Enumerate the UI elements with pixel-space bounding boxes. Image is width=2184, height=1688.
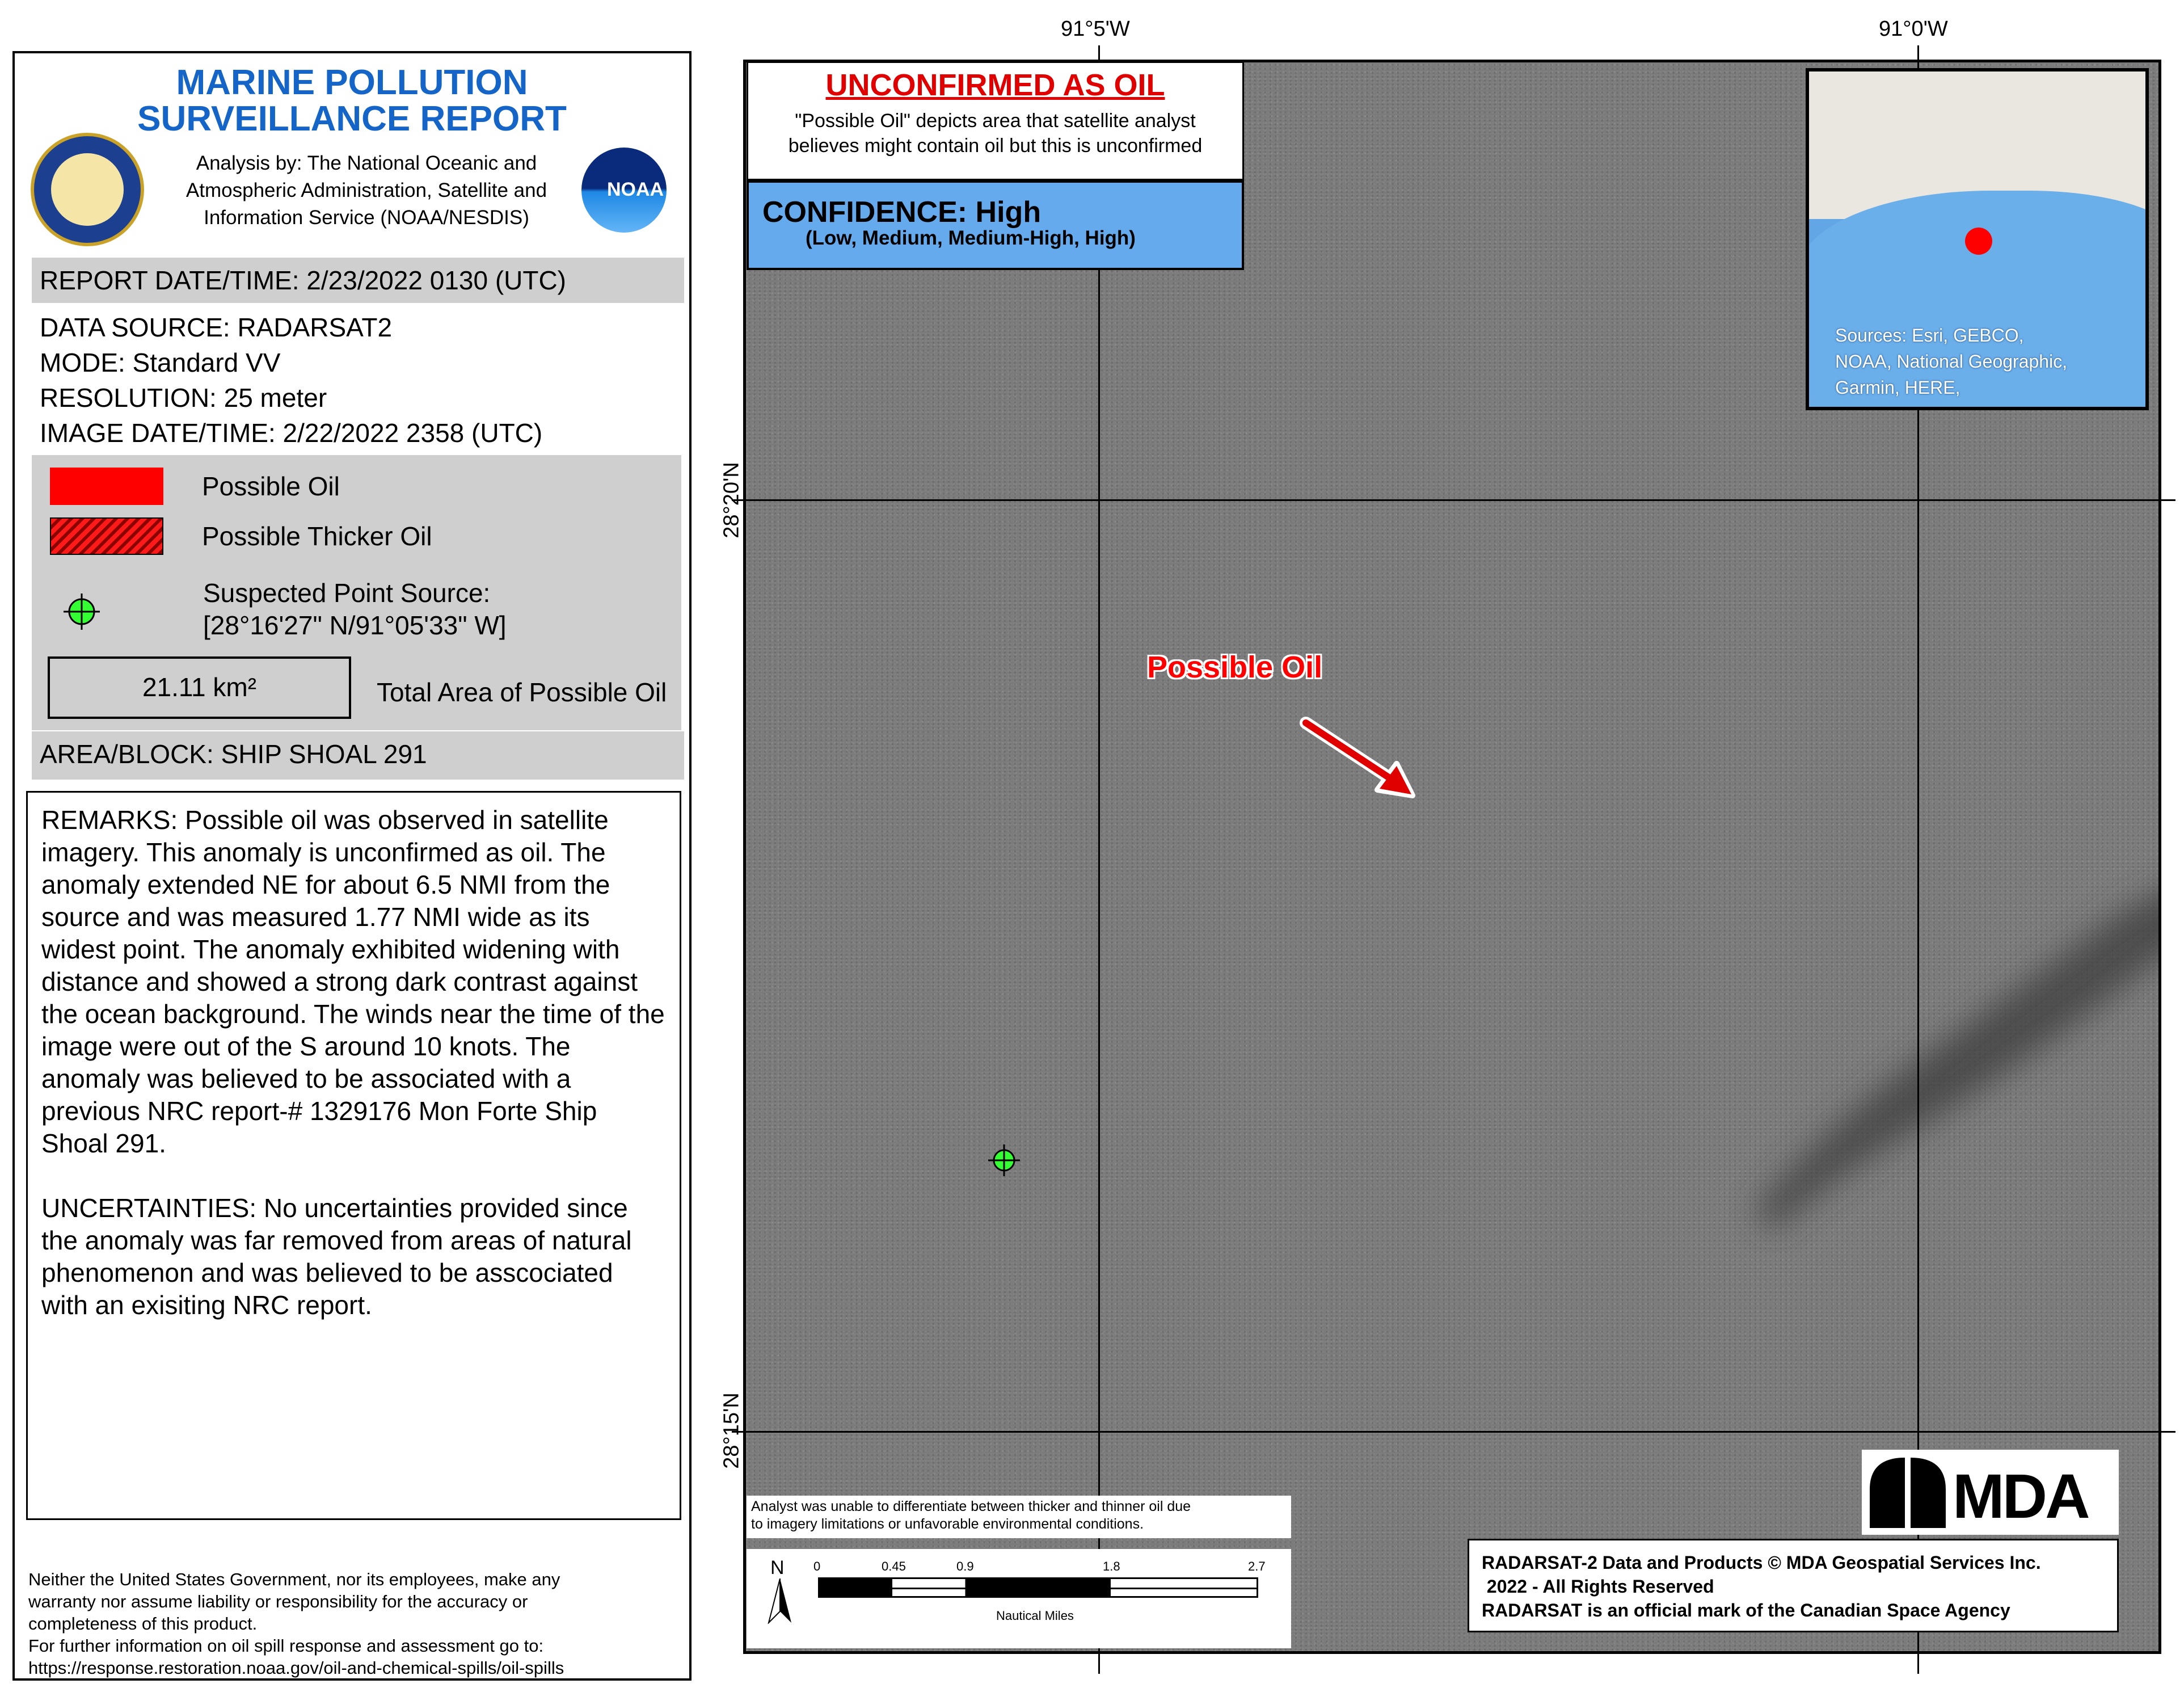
possible-thicker-oil-swatch	[50, 517, 163, 555]
scale-tick-label: 0.45	[882, 1559, 906, 1573]
mode: MODE: Standard VV	[40, 348, 281, 377]
analysis-credit	[157, 150, 576, 231]
latitude-label: 28°15'N	[719, 1392, 744, 1469]
legend	[32, 455, 681, 730]
north-label: N	[770, 1557, 785, 1578]
scale-bar-midline	[820, 1588, 1257, 1589]
latitude-label: 28°20'N	[719, 462, 744, 538]
disclaimer-line: completeness of this product.	[28, 1614, 258, 1634]
noaa-logo-icon	[568, 134, 681, 247]
copyright-line: 2022 - All Rights Reserved	[1482, 1576, 1714, 1597]
inset-sources	[1835, 322, 2067, 401]
longitude-label: 91°5'W	[1061, 17, 1130, 41]
analyst-note-line: to imagery limitations or unfavorable environmental conditions.	[751, 1516, 1144, 1532]
parallel-28-20n	[732, 499, 2175, 501]
inset-sources-line: NOAA, National Geographic,	[1835, 351, 2068, 372]
mda-logo	[1862, 1450, 2119, 1535]
unconfirmed-description	[748, 108, 1242, 158]
point-source-marker-icon	[987, 1143, 1021, 1177]
parallel-28-15n	[732, 1431, 2175, 1433]
disclaimer	[28, 1568, 681, 1679]
report-title-line2: SURVEILLANCE REPORT	[137, 99, 567, 138]
annotation-arrow-icon	[1299, 715, 1424, 806]
data-copyright	[1468, 1539, 2119, 1632]
analysis-line: Analysis by: The National Oceanic and	[196, 152, 537, 174]
legend-point-source-coords: [28°16'27" N/91°05'33" W]	[203, 611, 507, 640]
confidence-scale: (Low, Medium, Medium-High, High)	[806, 227, 1136, 249]
unconfirmed-desc-line: "Possible Oil" depicts area that satellite analyst	[795, 110, 1196, 132]
scale-tick-labels	[813, 1559, 1267, 1576]
report-title	[15, 65, 689, 137]
report-title-line1: MARINE POLLUTION	[176, 63, 528, 102]
analysis-line: Information Service (NOAA/NESDIS)	[204, 207, 529, 229]
legend-possible-thicker-oil: Possible Thicker Oil	[202, 521, 432, 551]
possible-oil-swatch	[50, 468, 163, 505]
north-arrow-icon	[766, 1578, 794, 1624]
remarks-box	[26, 791, 681, 1520]
total-area-label: Total Area of Possible Oil	[377, 677, 667, 707]
total-area-value: 21.11 km²	[48, 656, 351, 719]
mda-symbol-icon	[1865, 1455, 1950, 1529]
analyst-note	[747, 1496, 1291, 1538]
confidence-level: CONFIDENCE: High	[762, 196, 1042, 229]
image-datetime: IMAGE DATE/TIME: 2/22/2022 2358 (UTC)	[40, 418, 543, 448]
scale-bar-graphic	[818, 1577, 1258, 1598]
unconfirmed-status-box	[747, 61, 1244, 180]
disclaimer-line: Neither the United States Government, nor its employees, make any	[28, 1569, 560, 1589]
eagle-shield-icon	[51, 153, 124, 226]
scale-units: Nautical Miles	[996, 1609, 1074, 1623]
area-block: AREA/BLOCK: SHIP SHOAL 291	[32, 731, 684, 780]
meridian-91-5w	[1098, 45, 1100, 1674]
unconfirmed-desc-line: believes might contain oil but this is unconfirmed	[788, 135, 1203, 157]
department-of-commerce-seal-icon	[31, 133, 144, 246]
uncertainties-text: UNCERTAINTIES: No uncertainties provided since the anomaly was far removed from areas of natural phenomenon and was believed to be asscociated with an exisiting NRC report.	[41, 1193, 632, 1320]
possible-oil-annotation: Possible Oil	[1147, 650, 1323, 684]
confidence-box	[747, 180, 1244, 270]
noaa-emblem	[581, 148, 667, 233]
report-datetime: REPORT DATE/TIME: 2/23/2022 0130 (UTC)	[32, 258, 684, 303]
copyright-line: RADARSAT-2 Data and Products © MDA Geospatial Services Inc.	[1482, 1552, 2041, 1573]
point-source-crosshair-icon	[61, 591, 102, 632]
scale-tick-label: 0.9	[956, 1559, 974, 1573]
noaa-oil-spill-link[interactable]: https://response.restoration.noaa.gov/oil-and-chemical-spills/oil-spills	[28, 1658, 564, 1678]
data-source: DATA SOURCE: RADARSAT2	[40, 313, 393, 342]
unconfirmed-title: UNCONFIRMED AS OIL	[825, 68, 1165, 102]
scale-tick-label: 0	[813, 1559, 821, 1573]
disclaimer-line: For further information on oil spill response and assessment go to:	[28, 1636, 544, 1656]
resolution: RESOLUTION: 25 meter	[40, 383, 327, 412]
disclaimer-line: warranty nor assume liability or responsibility for the accuracy or	[28, 1592, 528, 1611]
scale-bar	[747, 1549, 1291, 1648]
analyst-note-line: Analyst was unable to differentiate between thicker and thinner oil due	[751, 1498, 1191, 1514]
scale-tick-label: 2.7	[1248, 1559, 1266, 1573]
locator-inset-map	[1806, 68, 2149, 410]
copyright-line: RADARSAT is an official mark of the Canadian Space Agency	[1482, 1600, 2010, 1620]
report-info-panel	[12, 51, 692, 1681]
remarks-text: REMARKS: Possible oil was observed in satellite imagery. This anomaly is unconfirmed as oil. The anomaly extended NE for about 6.5 NMI from the source and was measured 1.77 NMI wide as its widest point. The anomaly exhibited widening with distance and showed a strong dark contrast against the ocean background. The winds near the time of the image were out of the S around 10 knots. The anomaly was believed to be associated with a previous NRC report-# 1329176 Mon Forte Ship Shoal 291.	[41, 805, 665, 1158]
noaa-logo-text: NOAA	[607, 179, 664, 200]
inset-sources-line: Sources: Esri, GEBCO,	[1835, 325, 2024, 346]
mda-wordmark: MDA	[1953, 1462, 2088, 1531]
analysis-line: Atmospheric Administration, Satellite and	[185, 179, 547, 201]
legend-point-source-label: Suspected Point Source:	[203, 578, 491, 608]
inset-sources-line: Garmin, HERE,	[1835, 377, 1960, 398]
longitude-label: 91°0'W	[1879, 17, 1948, 41]
possible-oil-anomaly	[1710, 687, 2161, 1254]
scale-tick-label: 1.8	[1103, 1559, 1120, 1573]
location-marker-icon	[1965, 228, 1992, 255]
legend-possible-oil: Possible Oil	[202, 472, 340, 501]
